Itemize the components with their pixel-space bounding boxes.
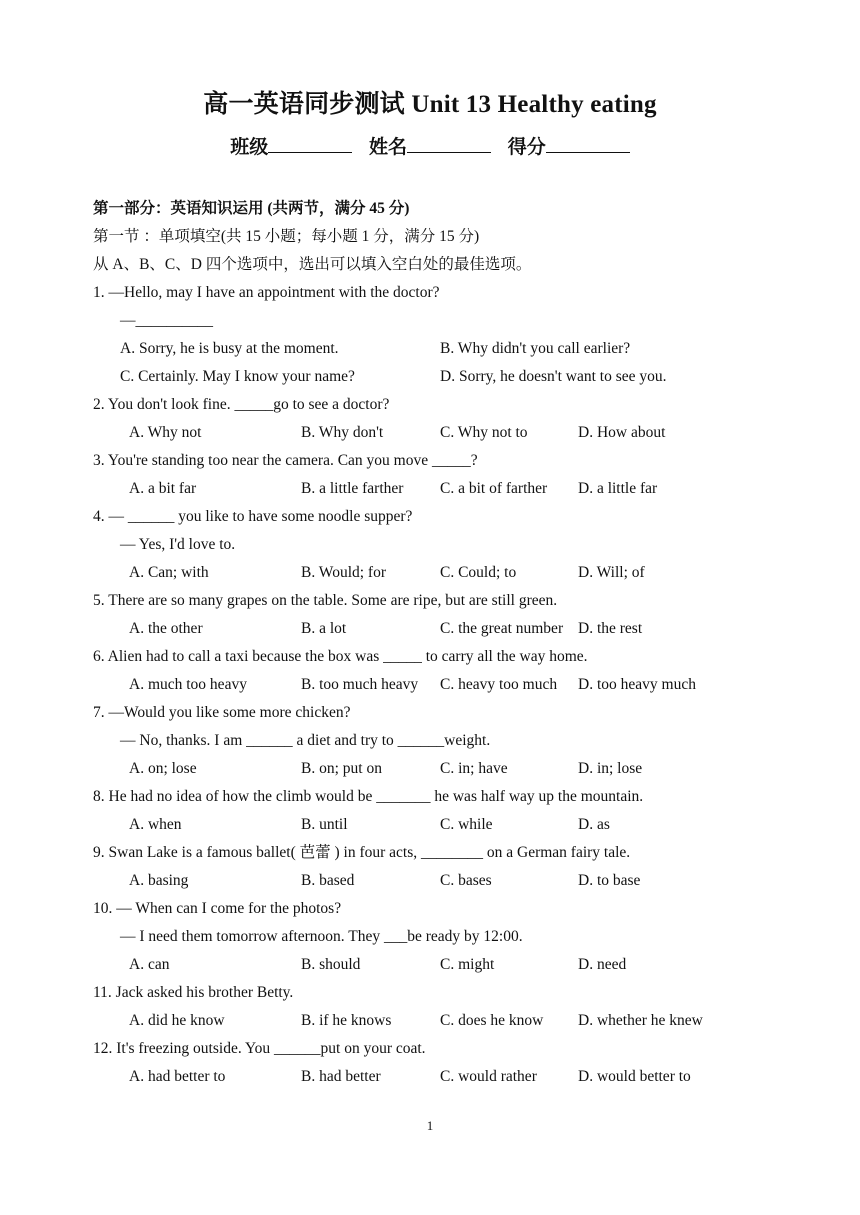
option-b: B. Why didn't you call earlier?: [440, 340, 631, 357]
question-dialogue-line: — I need them tomorrow afternoon. They ___be ready by 12:00.: [120, 928, 523, 945]
option-b: B. if he knows: [301, 1012, 392, 1029]
option-c: C. bases: [440, 872, 492, 889]
option-d: D. the rest: [578, 620, 643, 637]
option-b: B. based: [301, 872, 355, 889]
option-c: C. Certainly. May I know your name?: [120, 368, 355, 385]
option-c: C. Why not to: [440, 424, 528, 441]
option-b: B. had better: [301, 1068, 381, 1085]
option-c: C. does he know: [440, 1012, 544, 1029]
option-c: C. would rather: [440, 1068, 537, 1085]
question-stem: 3. You're standing too near the camera. Can you move _____?: [93, 452, 478, 469]
option-c: C. while: [440, 816, 493, 833]
question-stem: 1. —Hello, may I have an appointment with the doctor?: [93, 284, 440, 301]
question-stem: 11. Jack asked his brother Betty.: [93, 984, 294, 1001]
class-field: [230, 137, 352, 158]
option-a: A. did he know: [129, 1012, 225, 1029]
option-d: D. would better to: [578, 1068, 691, 1085]
option-d: D. Will; of: [578, 564, 645, 581]
option-a: A. the other: [129, 620, 203, 637]
option-d: D. a little far: [578, 480, 658, 497]
question-stem: 8. He had no idea of how the climb would be _______ he was half way up the mountain.: [93, 788, 644, 805]
option-c: C. heavy too much: [440, 676, 558, 693]
option-b: B. a little farther: [301, 480, 404, 497]
option-a: A. when: [129, 816, 182, 833]
part-title: 第一部分：英语知识运用 (共两节，满分 45 分): [93, 200, 410, 217]
option-c: C. might: [440, 956, 495, 973]
option-d: D. How about: [578, 424, 666, 441]
page-number: 1: [426, 1118, 434, 1133]
option-a: A. Why not: [129, 424, 202, 441]
option-b: B. until: [301, 816, 348, 833]
option-a: A. Can; with: [129, 564, 209, 581]
option-a: A. Sorry, he is busy at the moment.: [120, 340, 339, 357]
option-d: D. need: [578, 956, 627, 973]
option-c: C. a bit of farther: [440, 480, 548, 497]
option-a: A. on; lose: [129, 760, 197, 777]
question-stem: 9. Swan Lake is a famous ballet( 芭蕾 ) in four acts, ________ on a German fairy tale.: [93, 844, 631, 861]
score-label: 得分: [507, 137, 546, 158]
question-stem: 10. — When can I come for the photos?: [93, 900, 342, 917]
name-blank: [407, 136, 491, 153]
option-d: D. in; lose: [578, 760, 643, 777]
option-a: A. had better to: [129, 1068, 226, 1085]
class-blank: [268, 136, 352, 153]
instruction-text: 从 A、B、C、D 四个选项中，选出可以填入空白处的最佳选项。: [93, 256, 532, 273]
option-b: B. a lot: [301, 620, 347, 637]
option-b: B. too much heavy: [301, 676, 419, 693]
score-field: [508, 137, 630, 158]
option-d: D. as: [578, 816, 610, 833]
question-stem: 7. —Would you like some more chicken?: [93, 704, 351, 721]
question-dialogue-line: — No, thanks. I am ______ a diet and try to ______weight.: [120, 732, 491, 749]
question-stem: 2. You don't look fine. _____go to see a doctor?: [93, 396, 390, 413]
option-a: A. a bit far: [129, 480, 197, 497]
question-stem: 5. There are so many grapes on the table. Some are ripe, but are still green.: [93, 592, 558, 609]
option-c: C. Could; to: [440, 564, 517, 581]
option-c: C. the great number: [440, 620, 564, 637]
student-info-line: [0, 132, 860, 159]
question-dialogue-line: —__________: [120, 312, 213, 329]
option-b: B. Would; for: [301, 564, 387, 581]
option-b: B. should: [301, 956, 361, 973]
document-title: 高一英语同步测试 Unit 13 Healthy eating: [203, 91, 657, 118]
question-stem: 4. — ______ you like to have some noodle supper?: [93, 508, 413, 525]
score-blank: [546, 136, 630, 153]
class-label: 班级: [230, 137, 269, 158]
question-dialogue-line: — Yes, I'd love to.: [120, 536, 236, 553]
name-label: 姓名: [368, 137, 407, 158]
option-a: A. much too heavy: [129, 676, 247, 693]
question-stem: 6. Alien had to call a taxi because the box was _____ to carry all the way home.: [93, 648, 588, 665]
option-c: C. in; have: [440, 760, 508, 777]
option-a: A. basing: [129, 872, 189, 889]
option-d: D. whether he knew: [578, 1012, 703, 1029]
option-b: B. Why don't: [301, 424, 384, 441]
option-d: D. Sorry, he doesn't want to see you.: [440, 368, 667, 385]
option-d: D. to base: [578, 872, 641, 889]
name-field: [369, 137, 491, 158]
option-d: D. too heavy much: [578, 676, 696, 693]
subsection-title: 第一节 ：单项填空(共 15 小题；每小题 1 分，满分 15 分): [93, 228, 480, 245]
option-b: B. on; put on: [301, 760, 382, 777]
option-a: A. can: [129, 956, 170, 973]
question-stem: 12. It's freezing outside. You ______put on your coat.: [93, 1040, 426, 1057]
